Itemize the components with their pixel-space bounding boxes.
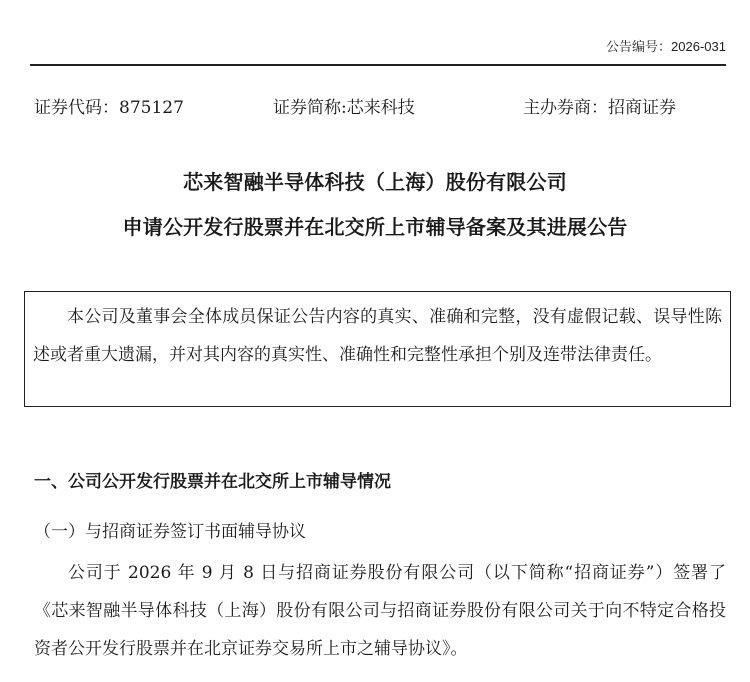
- disclaimer-text: 本公司及董事会全体成员保证公告内容的真实、准确和完整，没有虚假记载、误导性陈述或者重大遗漏，并对其内容的真实性、准确性和完整性承担个别及连带法律责任。: [33, 307, 722, 365]
- body-paragraph: 公司于 2026 年 9 月 8 日与招商证券股份有限公司（以下简称“招商证券”）签署了《芯来智融半导体科技（上海）股份有限公司与招商证券股份有限公司关于向不特定合格投资者公开发行股票并在北京证券交易所上市之辅导协议》。: [34, 563, 726, 659]
- subsection-heading: （一）与招商证券签订书面辅导协议: [34, 522, 306, 542]
- sponsor-broker: 主办券商：招商证券: [523, 98, 676, 118]
- company-title: 芯来智融半导体科技（上海）股份有限公司: [183, 170, 567, 194]
- announcement-title: 申请公开发行股票并在北交所上市辅导备案及其进展公告: [122, 215, 628, 239]
- security-short-name: 证券简称:芯来科技: [273, 98, 415, 118]
- disclaimer-box: [24, 291, 731, 407]
- header-divider: [30, 64, 726, 66]
- security-code: 证券代码：875127: [34, 98, 184, 118]
- section-heading: 一、公司公开发行股票并在北交所上市辅导情况: [34, 472, 391, 492]
- announcement-number: 公告编号：2026-031: [606, 39, 726, 54]
